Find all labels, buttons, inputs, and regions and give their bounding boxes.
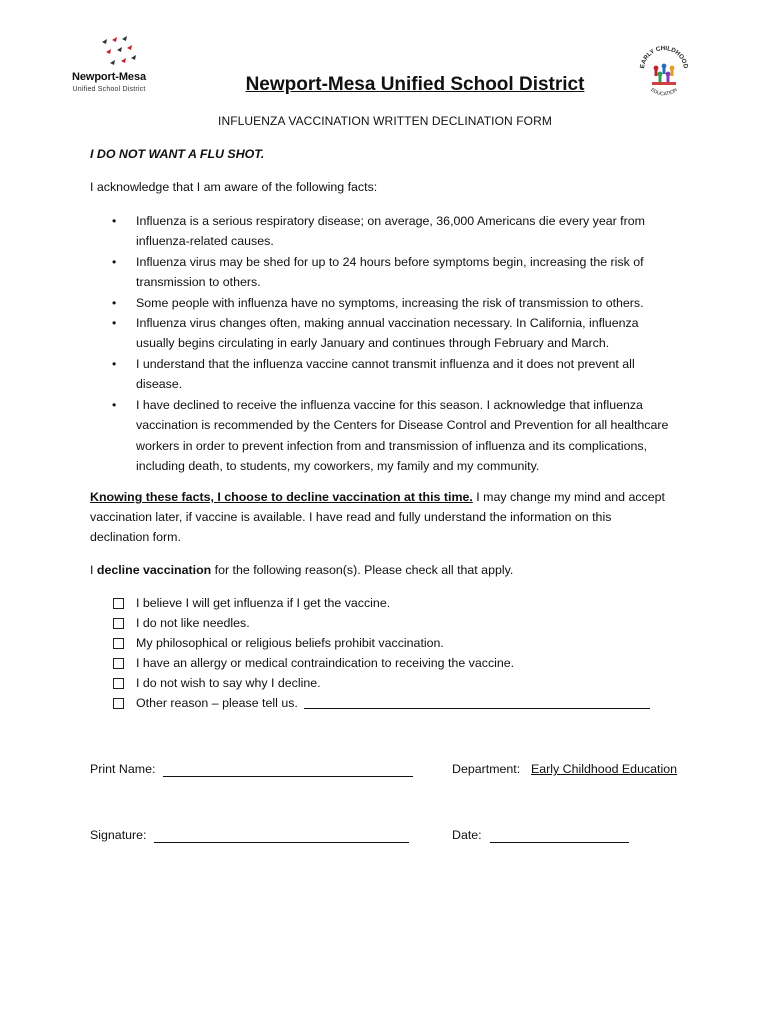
print-name-label: Print Name: xyxy=(90,762,156,776)
knowing-paragraph-line2: vaccination later, if vaccine is available. I have read and fully understand the information on this xyxy=(90,510,612,524)
bullet-icon: • xyxy=(112,255,117,269)
reason-label: I have an allergy or medical contraindication to receiving the vaccine. xyxy=(136,656,515,670)
form-subtitle: INFLUENZA VACCINATION WRITTEN DECLINATION FORM xyxy=(218,114,552,128)
fact-item: Some people with influenza have no symptoms, increasing the risk of transmission to others. xyxy=(136,296,644,310)
signature-field[interactable] xyxy=(154,842,409,843)
other-reason-line[interactable] xyxy=(304,708,650,709)
department-label: Department: xyxy=(452,762,521,776)
knowing-rest-text: I may change my mind and accept xyxy=(472,490,665,504)
signature-label: Signature: xyxy=(90,828,147,842)
print-name-field[interactable] xyxy=(163,776,413,777)
birds-logo-icon xyxy=(100,36,140,70)
fact-item: Influenza is a serious respiratory disease; on average, 36,000 Americans die every year from influenza-related causes. xyxy=(136,214,645,249)
decline-suffix: for the following reason(s). Please check all that apply. xyxy=(211,563,514,577)
no-flu-shot-statement: I DO NOT WANT A FLU SHOT. xyxy=(90,147,265,161)
reason-label: I believe I will get influenza if I get the vaccine. xyxy=(136,596,391,610)
fact-item: Influenza virus may be shed for up to 24 hours before symptoms begin, increasing the risk of transmission to others. xyxy=(136,255,644,290)
decline-bold-text: decline vaccination xyxy=(96,563,212,577)
bullet-icon: • xyxy=(112,296,117,310)
reason-checkbox[interactable] xyxy=(113,698,124,709)
reason-checkbox[interactable] xyxy=(113,598,124,609)
decline-prefix: I xyxy=(90,563,97,577)
decline-statement xyxy=(90,560,513,580)
logo-district-name: Newport-Mesa xyxy=(72,71,146,83)
bullet-icon: • xyxy=(112,316,117,330)
fact-item: I have declined to receive the influenza vaccine for this season. I acknowledge that influenza vaccination is recommended by the Centers for Disease Control and Prevention for all healthcare workers in order to prevent infection from and transmission of influenza and its complications, including death, to students, my coworkers, my family and my community. xyxy=(136,398,669,473)
reason-checkbox[interactable] xyxy=(113,638,124,649)
logo-text-bottom: EDUCATION xyxy=(649,87,679,98)
knowing-bold-text: Knowing these facts, I choose to decline vaccination at this time. xyxy=(90,490,473,504)
date-field[interactable] xyxy=(490,842,629,843)
acknowledge-statement: I acknowledge that I am aware of the following facts: xyxy=(90,180,378,194)
bullet-icon: • xyxy=(112,214,117,228)
reason-label: Other reason – please tell us. xyxy=(136,696,298,710)
reason-checkbox[interactable] xyxy=(113,618,124,629)
logo-district-subtitle: Unified School District xyxy=(72,86,146,93)
reason-label: My philosophical or religious beliefs prohibit vaccination. xyxy=(136,636,444,650)
logo-text-top: EARLY CHILDHOOD xyxy=(639,44,689,69)
date-label: Date: xyxy=(452,828,482,842)
bullet-icon: • xyxy=(112,398,117,412)
reason-checkbox[interactable] xyxy=(113,678,124,689)
reason-checkbox[interactable] xyxy=(113,658,124,669)
bullet-icon: • xyxy=(112,357,117,371)
fact-item: Influenza virus changes often, making annual vaccination necessary. In California, influenza usually begins circulating in early January and continues through February and March. xyxy=(136,316,639,351)
department-value: Early Childhood Education xyxy=(531,762,678,776)
reason-label: I do not like needles. xyxy=(136,616,250,630)
page-title: Newport-Mesa Unified School District xyxy=(245,74,585,95)
fact-item: I understand that the influenza vaccine cannot transmit influenza and it does not prevent all disease. xyxy=(136,357,635,392)
reason-label: I do not wish to say why I decline. xyxy=(136,676,321,690)
knowing-paragraph-line1 xyxy=(90,487,665,507)
knowing-paragraph-line3: declination form. xyxy=(90,530,181,544)
